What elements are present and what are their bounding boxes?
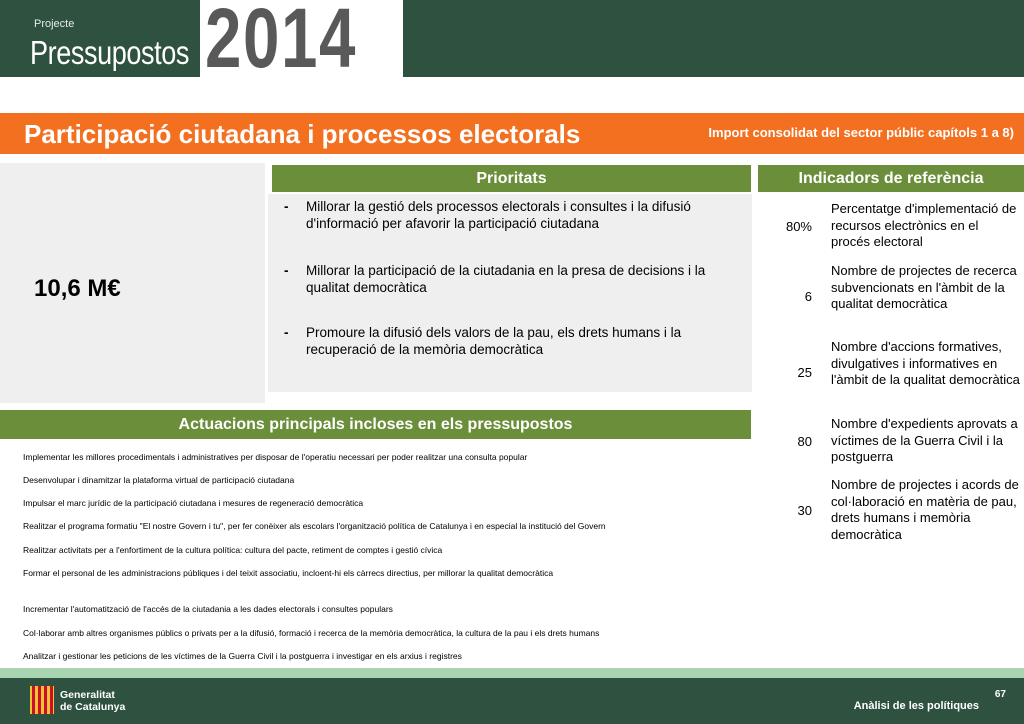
indicador-value: 6	[804, 289, 812, 304]
page-number: 67	[994, 689, 1006, 700]
section-title: Participació ciutadana i processos electorals	[24, 119, 581, 149]
prioritats-heading: Prioritats	[272, 165, 751, 192]
prioritat-item	[284, 198, 734, 232]
actuacio-item: Analitzar i gestionar les peticions de les víctimes de la Guerra Civil i la postguerra i investigar en els arxius i registres	[23, 651, 462, 661]
prioritat-text: Millorar la participació de la ciutadania en la presa de decisions i la qualitat democràtica	[306, 263, 706, 295]
indicador-text: Nombre d'accions formatives, divulgatives i informatives en l'àmbit de la qualitat democràtica	[831, 339, 1020, 387]
actuacio-item: Implementar les millores procedimentals i administratives per disposar de l'operatiu necessari per poder realitzar una consulta popular	[23, 452, 528, 462]
indicador-value: 25	[797, 365, 812, 380]
generalitat-line1: Generalitat	[60, 689, 115, 701]
actuacio-item: Desenvolupar i dinamitzar la plataforma virtual de participació ciutadana	[23, 475, 295, 485]
actuacio-item: Col·laborar amb altres organismes públics o privats per a la difusió, formació i recerca de la memòria democràtica, la cultura de la pau i els drets humans	[23, 628, 600, 638]
prioritat-text: Millorar la gestió dels processos electorals i consultes i la difusió d'informació per afavorir la participació ciutadana	[306, 199, 691, 231]
indicador-text: Nombre de projectes de recerca subvencionats en l'àmbit de la qualitat democràtica	[831, 263, 1017, 311]
section-banner	[0, 113, 1024, 154]
actuacio-item: Impulsar el marc jurídic de la participació ciutadana i mesures de regeneració democràtica	[23, 498, 364, 508]
projecte-label: Projecte	[34, 18, 75, 30]
indicador-value: 30	[797, 503, 812, 518]
prioritat-text: Promoure la difusió dels valors de la pau, els drets humans i la recuperació de la memòria democràtica	[306, 325, 682, 357]
actuacio-item: Incrementar l'automatització de l'accés de la ciutadania a les dades electorals i consultes populars	[23, 604, 393, 614]
generalitat-line2: de Catalunya	[60, 701, 126, 713]
bullet-dash: -	[284, 263, 289, 278]
footer-section-label: Anàlisi de les polítiques	[853, 700, 979, 712]
pressupostos-title: Pressupostos	[30, 34, 190, 71]
prioritats-panel	[268, 194, 752, 392]
actuacio-item: Formar el personal de les administracions públiques i del teixit associatiu, incloent-hi els càrrecs directius, per millorar la qualitat democràtica	[23, 568, 554, 578]
indicador-text: Percentatge d'implementació de recursos electrònics en el procés electoral	[831, 201, 1017, 249]
footer	[0, 678, 1024, 724]
year: 2014	[205, 0, 358, 85]
indicador-value: 80	[797, 434, 812, 449]
indicador-text: Nombre d'expedients aprovats a víctimes de la Guerra Civil i la postguerra	[831, 416, 1018, 464]
generalitat-logo-icon	[30, 686, 54, 714]
indicadors-heading: Indicadors de referència	[758, 165, 1024, 192]
bullet-dash: -	[284, 325, 289, 340]
budget-amount: 10,6 M€	[34, 275, 121, 302]
bullet-dash: -	[284, 199, 289, 214]
actuacions-heading: Actuacions principals incloses en els pressupostos	[0, 410, 751, 439]
indicador-text: Nombre de projectes i acords de col·laboració en matèria de pau, drets humans i memòria democràtica	[831, 477, 1019, 542]
section-subtitle: Import consolidat del sector públic capítols 1 a 8)	[708, 125, 1014, 140]
header	[0, 0, 1024, 85]
indicador-value: 80%	[785, 219, 812, 234]
prioritat-item	[284, 324, 734, 358]
prioritat-item	[284, 262, 734, 296]
generalitat-name	[60, 689, 125, 713]
actuacio-item: Realitzar activitats per a l'enfortiment de la cultura política: cultura del pacte, retiment de comptes i gestió cívica	[23, 545, 443, 555]
actuacio-item: Realitzar el programa formatiu "El nostre Govern i tu", per fer conèixer als escolars l'organització política de Catalunya i en especial la institució del Govern	[23, 521, 606, 531]
footer-stripe	[0, 668, 1024, 678]
amount-panel	[0, 163, 265, 403]
